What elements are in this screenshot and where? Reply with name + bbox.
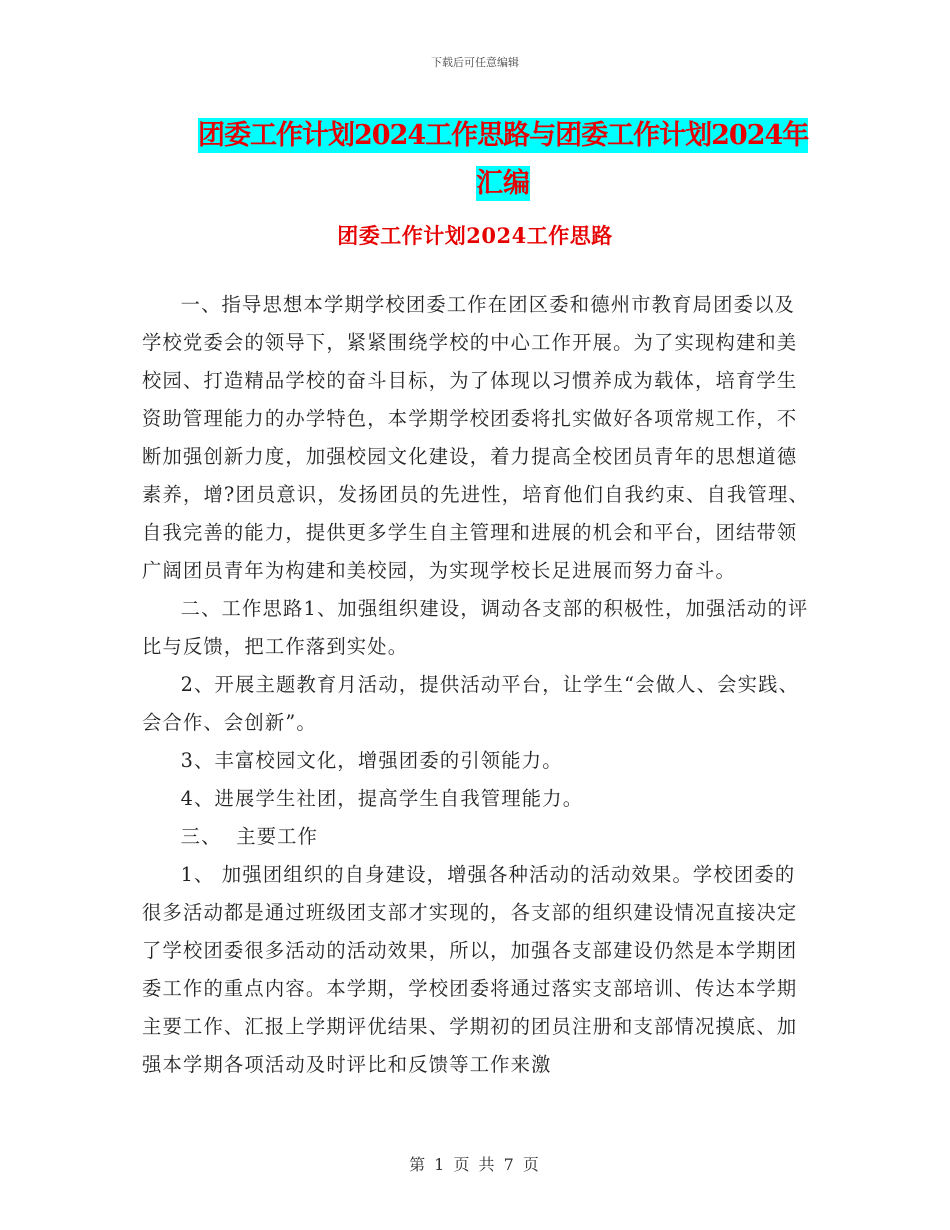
paragraph-campus-culture: 3、丰富校园文化，增强团委的引领能力。 [180, 749, 563, 772]
paragraph-student-clubs: 4、进展学生社团，提高学生自我管理能力。 [180, 787, 584, 810]
document-title [198, 112, 808, 208]
paragraph-work-ideas: 二、工作思路1、加强组织建设，调动各支部的积极性，加强活动的评比与反馈，把工作落到实处。 [142, 597, 809, 658]
paragraph-guiding-ideology: 一、指导思想本学期学校团委工作在团区委和德州市教育局团委以及学校党委会的领导下，紧紧围绕学校的中心工作开展。为了实现构建和美校园、打造精品学校的奋斗目标，为了体现以习惯养成为载体，培育学生资助管理能力的办学特色，本学期学校团委将扎实做好各项常规工作，不断加强创新力度，加强校园文化建设，着力提高全校团员青年的思想道德素养，增?团员意识，发扬团员的先进性，培育他们自我约束、自我管理、自我完善的能力，提供更多学生自主管理和进展的机会和平台，团结带领广阔团员青年为构建和美校园，为实现学校长足进展而努力奋斗。 [142, 293, 809, 582]
page-header: 下载后可任意编辑 [431, 56, 519, 69]
document-title-line1: 团委工作计划2024工作思路与团委工作计划2024年 [198, 120, 809, 151]
page-number: 第 1 页 共 7 页 [409, 1155, 541, 1174]
paragraph-main-work-heading: 三、 主要工作 [180, 825, 319, 848]
section-title: 团委工作计划2024工作思路 [337, 223, 613, 248]
document-title-line2: 汇编 [476, 168, 530, 199]
paragraph-organization-building: 1、 加强团组织的自身建设，增强各种活动的活动效果。学校团委的很多活动都是通过班级团支部才实现的，各支部的组织建设情况直接决定了学校团委很多活动的活动效果，所以，加强各支部建设仍然是本学期团委工作的重点内容。本学期，学校团委将通过落实支部培训、传达本学期主要工作、汇报上学期评优结果、学期初的团员注册和支部情况摸底、加强本学期各项活动及时评比和反馈等工作来激 [142, 863, 798, 1076]
body-text [142, 286, 810, 1084]
paragraph-theme-month: 2、开展主题教育月活动，提供活动平台，让学生“会做人、会实践、会合作、会创新”。 [142, 673, 800, 734]
